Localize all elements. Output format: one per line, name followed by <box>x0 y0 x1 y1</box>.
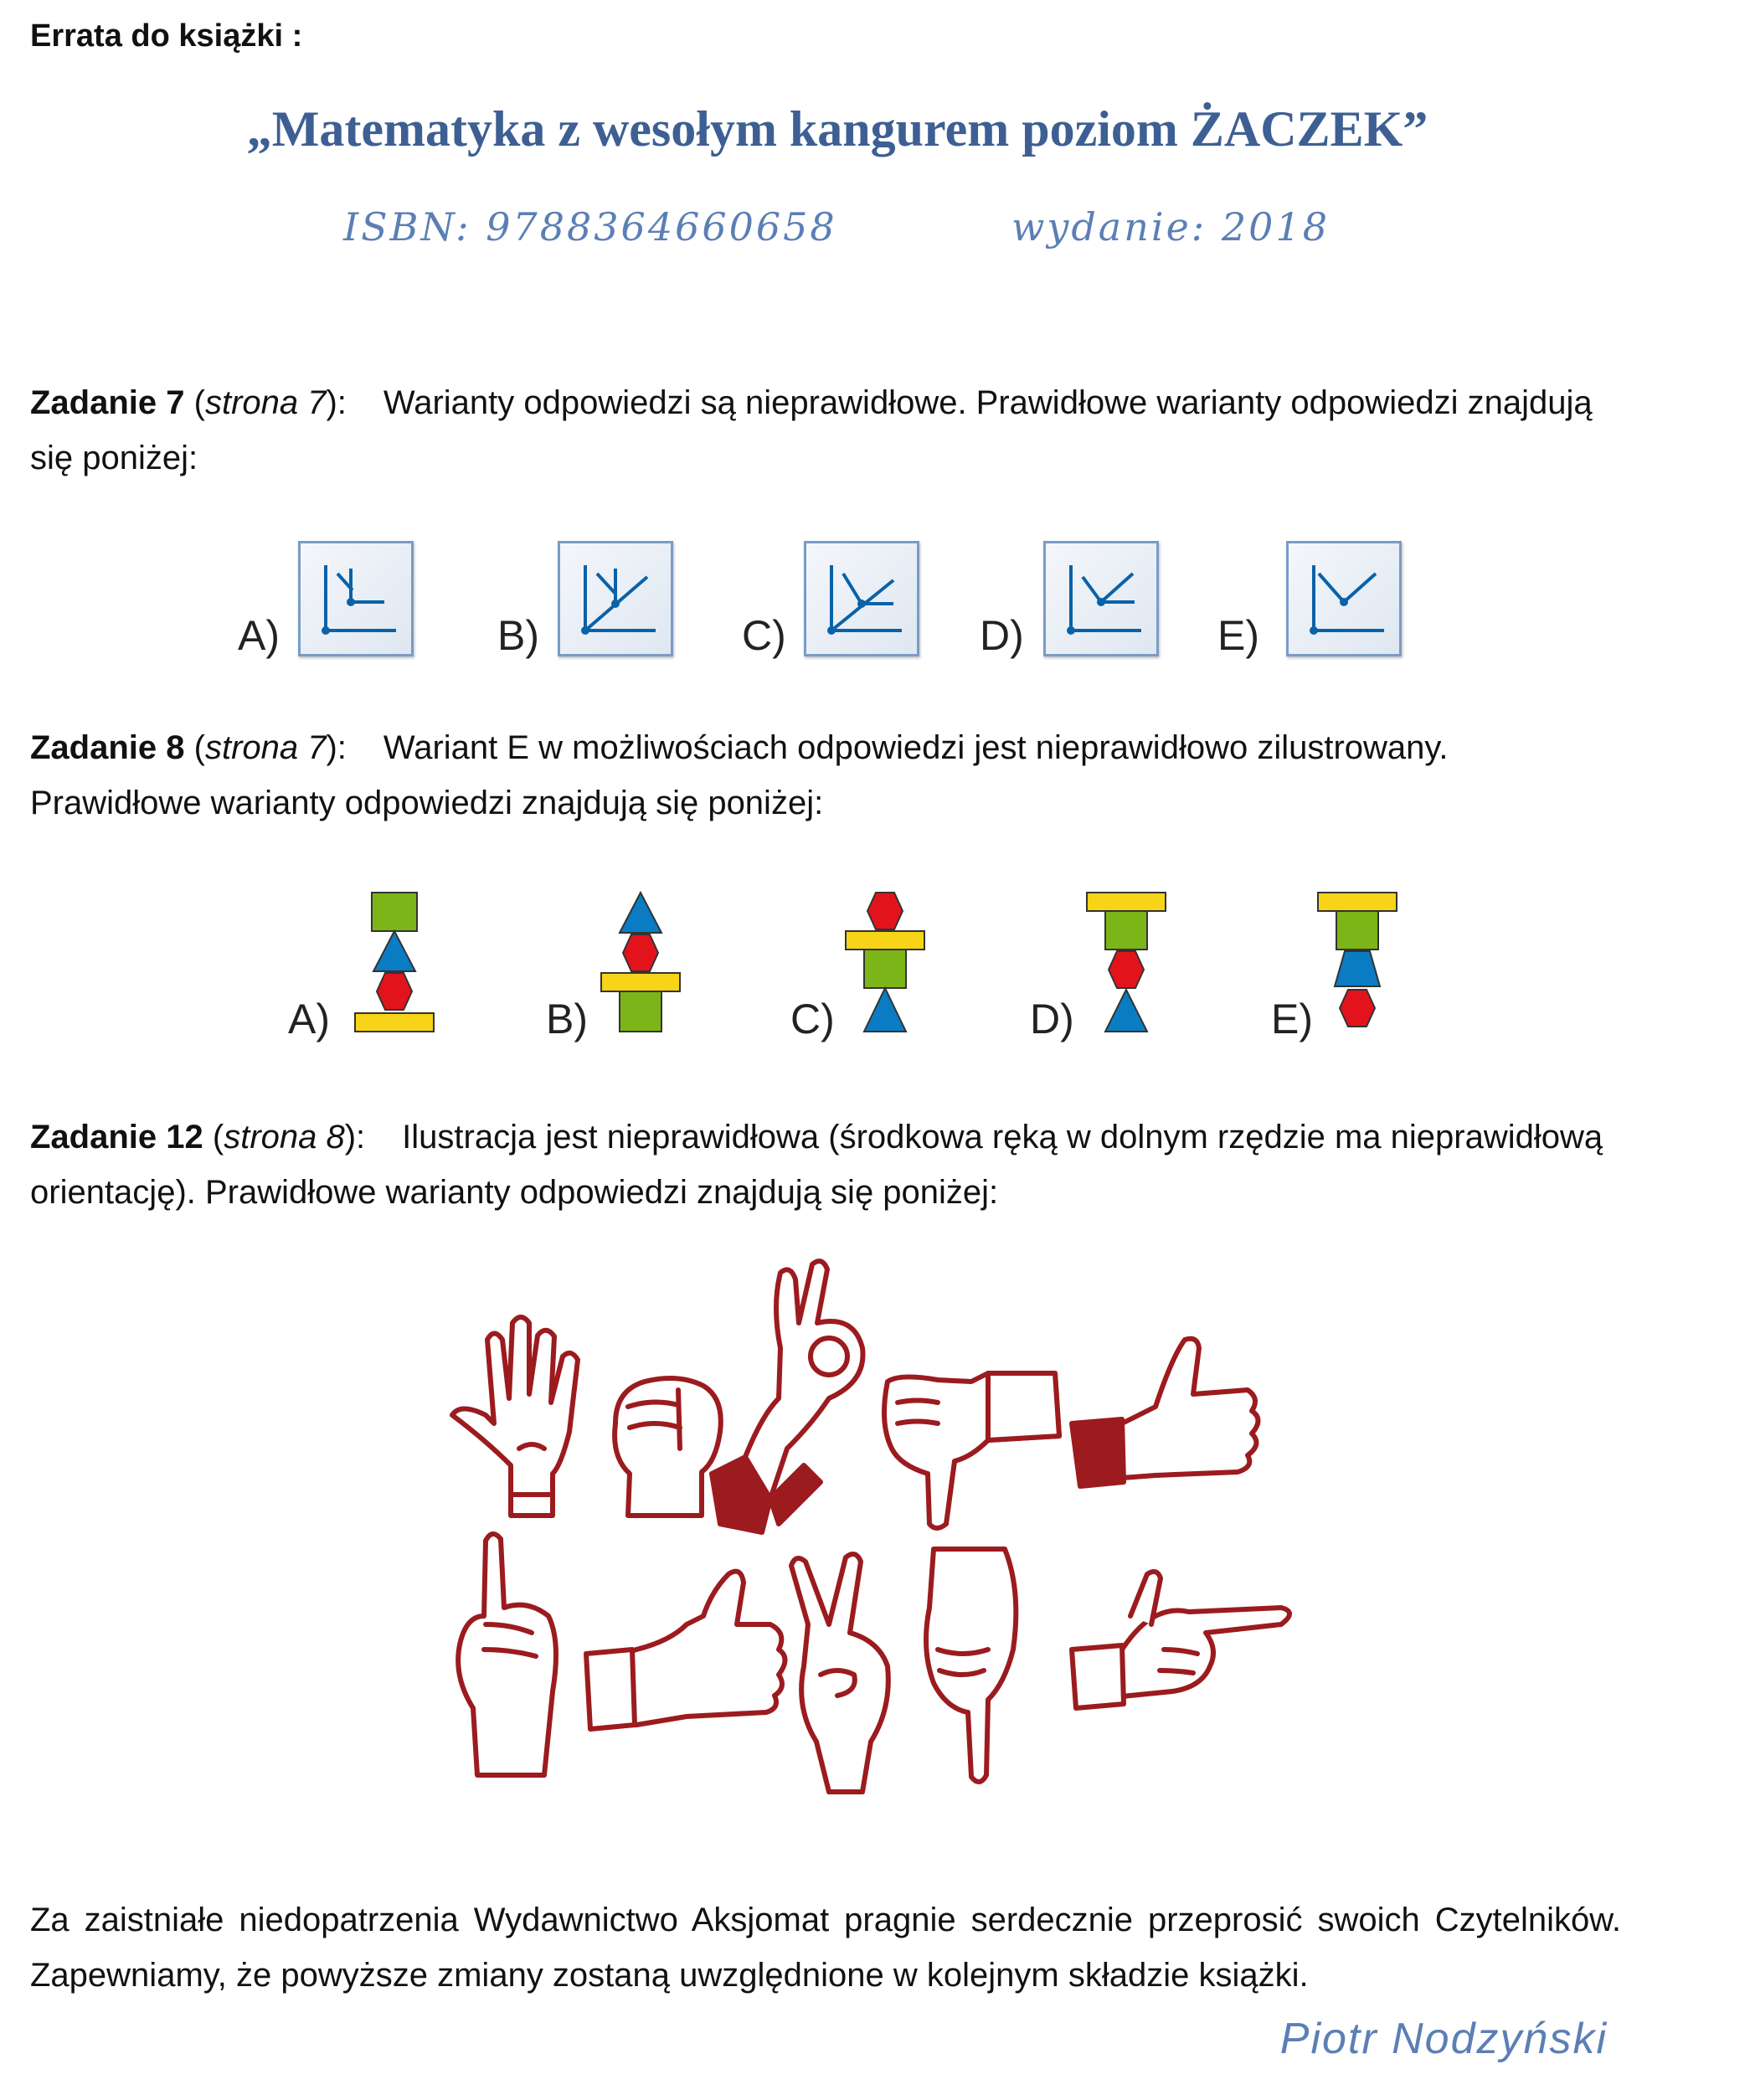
task-12-body: Ilustracja jest nieprawidłowa (środkowa ręką w dolnym rzędzie ma nieprawidłową orientację). Prawidłowe warianty odpowiedzi znajdują się poniżej: <box>30 1119 1603 1211</box>
task-7-option-b-label: B) <box>497 612 539 659</box>
ok-sign-hand-icon <box>712 1261 863 1532</box>
task-7-option-e-figure <box>1286 541 1402 656</box>
task-12-page: strona 8 <box>224 1119 345 1156</box>
task-8-option-e-stack <box>1311 888 1403 1047</box>
option-e-angle-icon <box>1289 543 1399 654</box>
task-8-option-b-stack <box>594 888 687 1047</box>
task-8-option-d-label: D) <box>1030 996 1074 1042</box>
task-7-option-c-figure <box>804 541 919 656</box>
task-8-option-c-label: C) <box>790 996 835 1042</box>
open-palm-hand-icon <box>452 1317 578 1516</box>
task-8-option-b-label: B) <box>546 996 588 1042</box>
edition: wydanie: 2018 <box>1011 204 1330 250</box>
task-8-option-a-label: A) <box>288 996 330 1042</box>
task-7-page: strona 7 <box>204 384 327 421</box>
index-finger-up-hand-icon <box>458 1534 556 1775</box>
book-title: „Matematyka z wesołym kangurem poziom ŻACZEK” <box>246 101 1428 157</box>
task-7-option-d-label: D) <box>980 612 1024 659</box>
task-7-option-c-label: C) <box>742 612 786 659</box>
option-c-angle-icon <box>806 543 917 654</box>
option-d-angle-icon <box>1046 543 1156 654</box>
task-12-title: Zadanie 12 <box>30 1119 203 1156</box>
task-7-option-a-label: A) <box>238 612 280 659</box>
isbn: ISBN: 9788364660658 <box>343 204 837 250</box>
task-8-option-c-stack <box>839 888 931 1047</box>
task-8-title: Zadanie 8 <box>30 729 185 766</box>
task-7-paren-close: ): <box>326 384 347 421</box>
task-7-option-b-figure <box>558 541 673 656</box>
pointing-right-hand-icon <box>1072 1572 1289 1708</box>
task-7-paren-open: ( <box>184 384 205 421</box>
task-8-body: Wariant E w możliwościach odpowiedzi jest nieprawidłowo zilustrowany. Prawidłowe warianty odpowiedzi znajdują się poniżej: <box>30 729 1449 821</box>
thumbs-up-hand-icon <box>1072 1339 1258 1486</box>
victory-sign-hand-icon <box>791 1554 888 1792</box>
task-8-text <box>30 720 1621 831</box>
task-8-option-e-label: E) <box>1271 996 1313 1042</box>
option-a-angle-icon <box>301 543 411 654</box>
task-7-option-d-figure <box>1043 541 1159 656</box>
task-7-option-e-label: E) <box>1217 612 1259 659</box>
task-7-body: Warianty odpowiedzi są nieprawidłowe. Prawidłowe warianty odpowiedzi znajdują się poniżej: <box>30 384 1593 476</box>
task-12-paren-close: ): <box>344 1119 366 1156</box>
closing-text: Za zaistniałe niedopatrzenia Wydawnictwo Aksjomat pragnie serdecznie przeprosić swoich Czytelników. Zapewniamy, że powyższe zmiany zostaną uwzględnione w kolejnym składzie książki. <box>30 1902 1621 1994</box>
task-7-option-a-figure <box>298 541 414 656</box>
task-7-answers <box>226 536 1415 670</box>
task-8-option-a-stack <box>348 888 440 1047</box>
task-8-page: strona 7 <box>204 729 327 766</box>
task-8-paren-close: ): <box>326 729 347 766</box>
index-finger-down-hand-icon <box>926 1549 1016 1782</box>
task-12-text <box>30 1109 1621 1220</box>
task-12-paren-open: ( <box>203 1119 224 1156</box>
option-b-angle-icon <box>560 543 671 654</box>
fist-hand-icon <box>615 1378 721 1516</box>
task-8-answers <box>276 888 1449 1055</box>
task-7-title: Zadanie 7 <box>30 384 185 421</box>
task-7-text <box>30 375 1621 486</box>
hand-gestures-illustration <box>435 1256 1306 1800</box>
thumbs-down-hand-icon <box>884 1373 1059 1528</box>
task-8-paren-open: ( <box>184 729 205 766</box>
task-8-option-d-stack <box>1080 888 1172 1047</box>
thumbs-up-sideways-hand-icon <box>586 1572 785 1729</box>
errata-heading: Errata do książki : <box>30 18 303 54</box>
signature: Piotr Nodzyński <box>1279 2015 1608 2063</box>
